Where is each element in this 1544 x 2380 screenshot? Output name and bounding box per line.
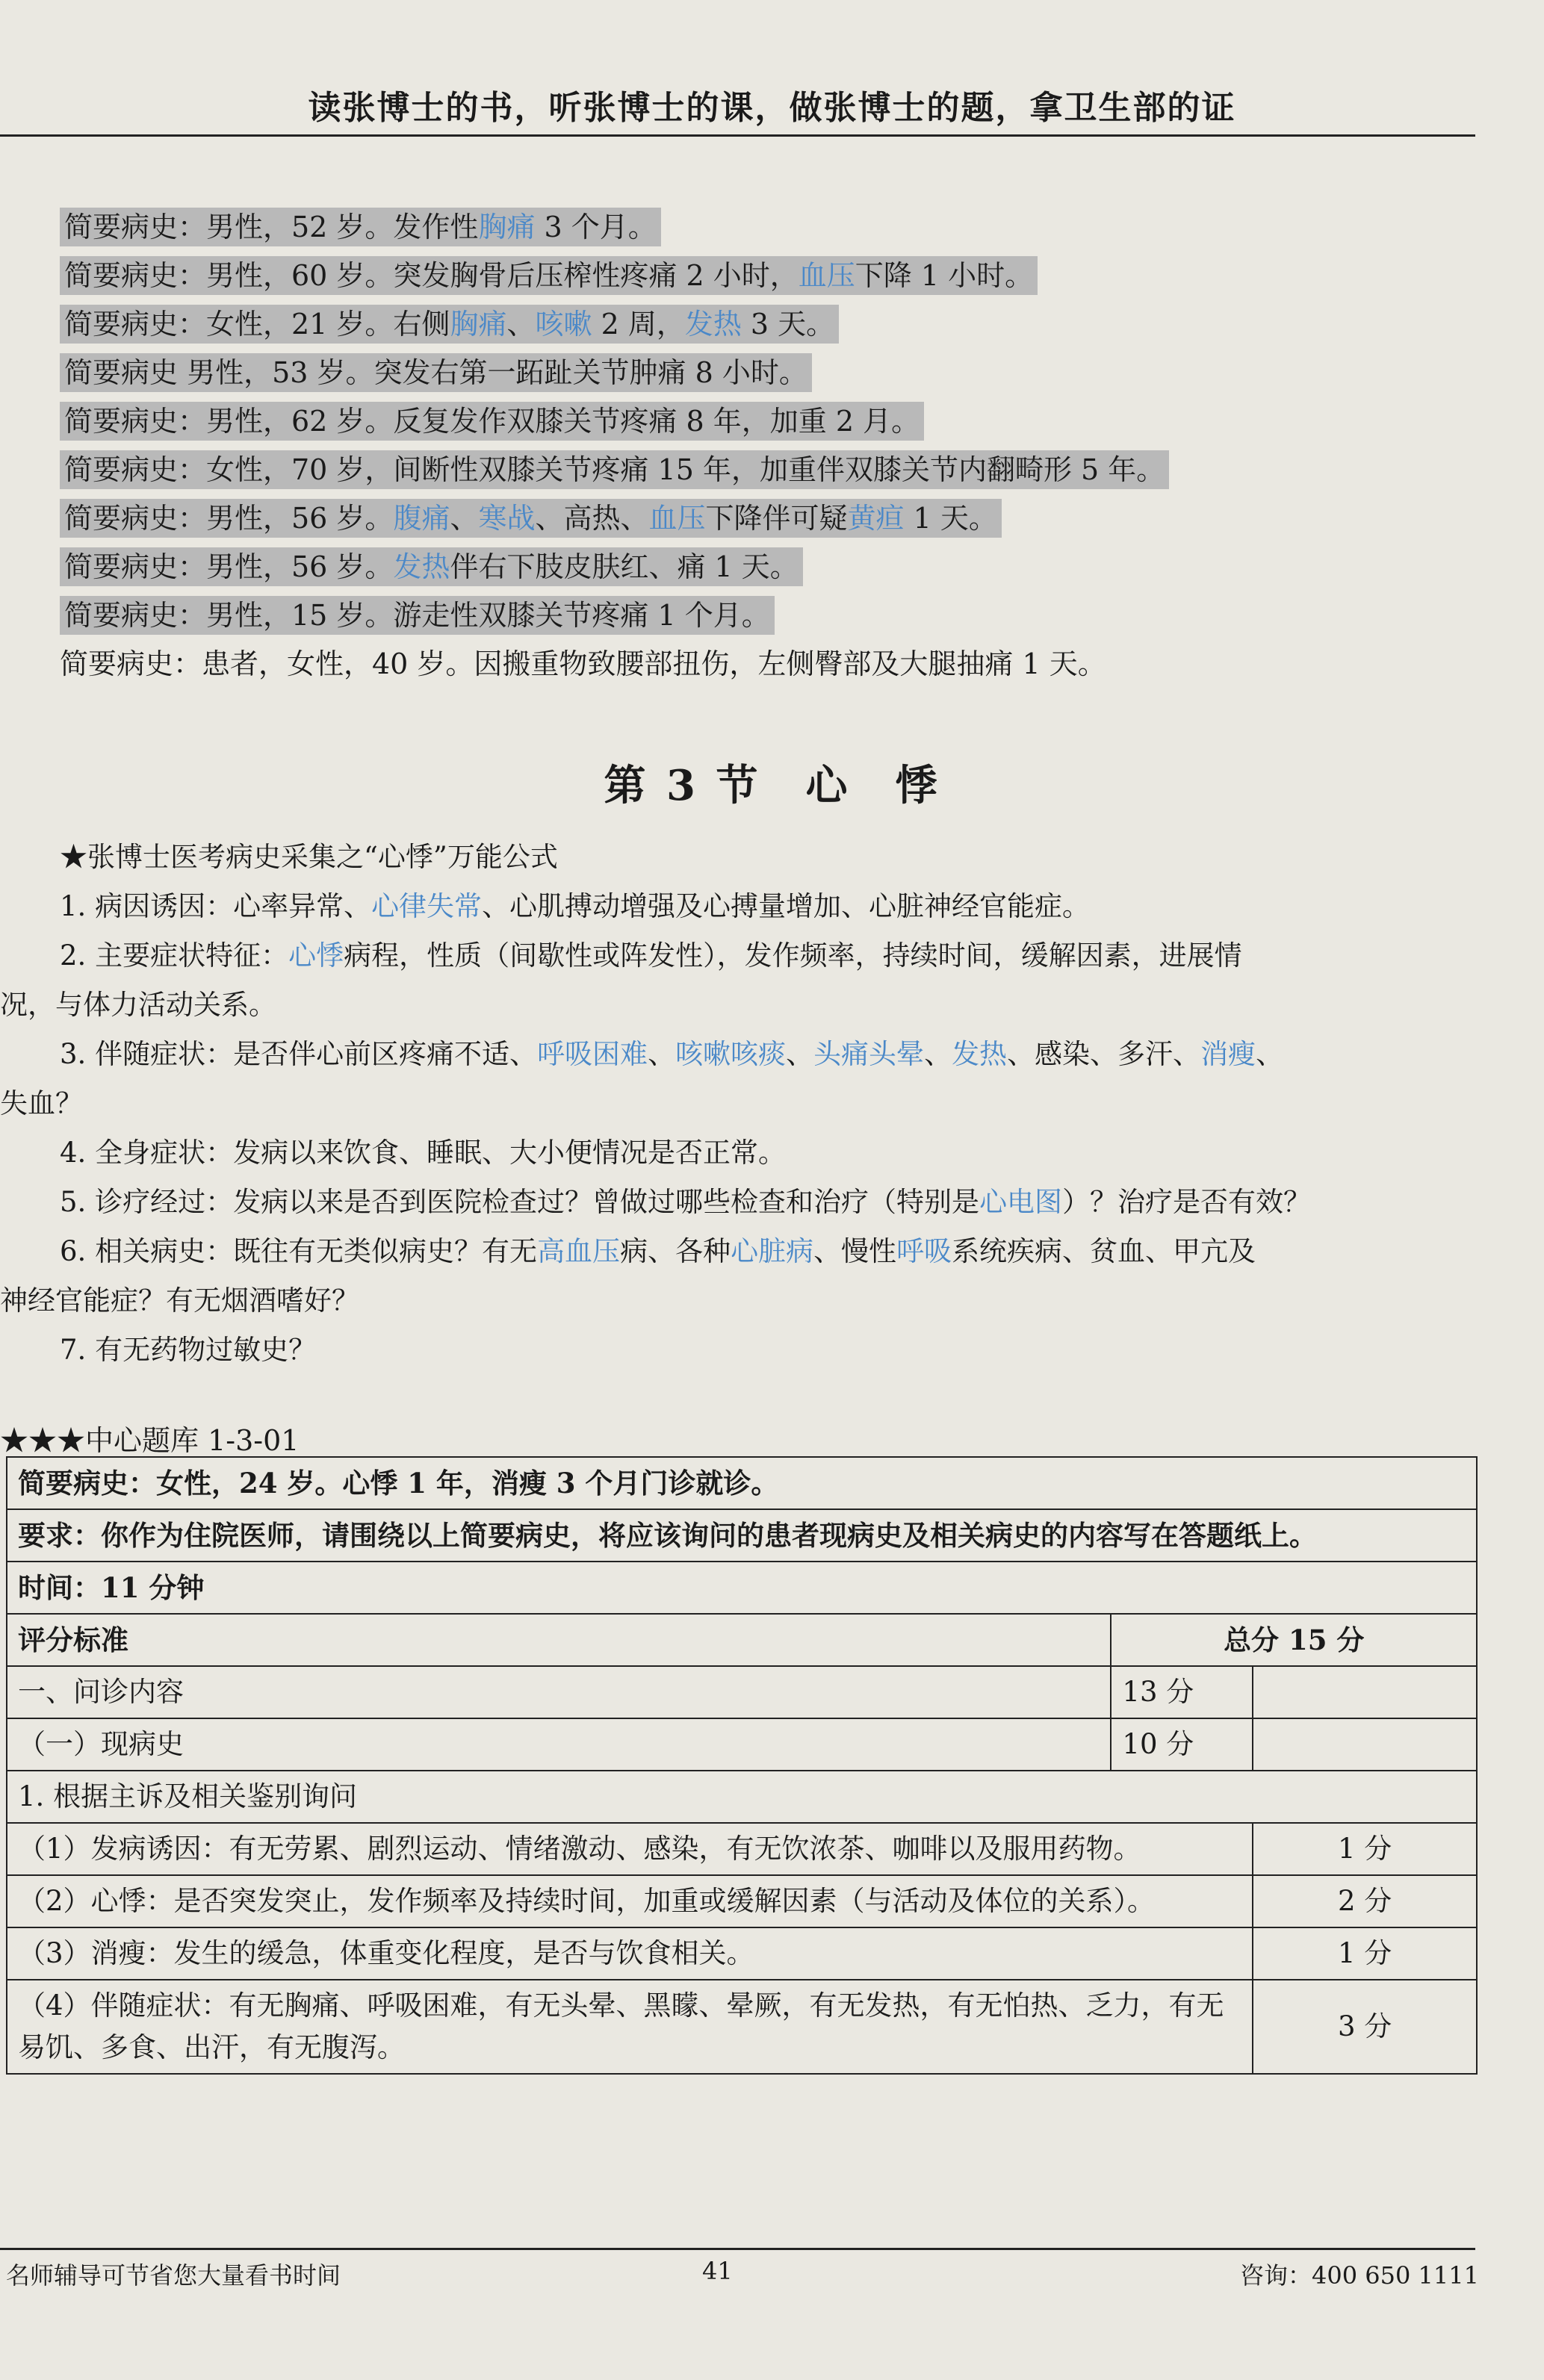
table-row (7, 1718, 1477, 1771)
table-cell: 10 分 (1111, 1718, 1253, 1771)
formula-item-cont: 神经官能症？有无烟酒嗜好？ (0, 1284, 359, 1317)
table-cell: 1. 根据主诉及相关鉴别询问 (7, 1771, 1477, 1823)
history-line: 简要病史：男性，15 岁。游走性双膝关节疼痛 1 个月。 (60, 591, 1479, 640)
table-cell: 评分标准 (7, 1614, 1111, 1666)
table-row (7, 1457, 1477, 1509)
page-number: 41 (702, 2257, 733, 2285)
history-line: 简要病史：女性，70 岁，间断性双膝关节疼痛 15 年，加重伴双膝关节内翻畸形 5 年。 (60, 446, 1479, 494)
history-line: 简要病史：男性，60 岁。突发胸骨后压榨性疼痛 2 小时，血压下降 1 小时。 (60, 252, 1479, 300)
table-cell: 13 分 (1111, 1666, 1253, 1718)
header-divider (0, 134, 1475, 137)
table-row (7, 1666, 1477, 1718)
table-row (7, 1823, 1477, 1875)
table-cell: 时间：11 分钟 (7, 1562, 1477, 1614)
history-line: 简要病史：女性，21 岁。右侧胸痛、咳嗽 2 周，发热 3 天。 (60, 300, 1479, 349)
formula-item: 4. 全身症状：发病以来饮食、睡眠、大小便情况是否正常。 (60, 1137, 787, 1169)
table-cell: （1）发病诱因：有无劳累、剧烈运动、情绪激动、感染，有无饮浓茶、咖啡以及服用药物。 (7, 1823, 1253, 1875)
table-cell: 3 分 (1253, 1980, 1477, 2074)
history-line: 简要病史：男性，62 岁。反复发作双膝关节疼痛 8 年，加重 2 月。 (60, 397, 1479, 446)
formula-block (0, 833, 1494, 1375)
table-cell: 1 分 (1253, 1823, 1477, 1875)
table-row (7, 1562, 1477, 1614)
table-cell (1253, 1666, 1477, 1718)
table-row (7, 1980, 1477, 2074)
history-line: 简要病史：男性，56 岁。发热伴右下肢皮肤红、痛 1 天。 (60, 543, 1479, 591)
question-bank-title: ★★★中心题库 1-3-01 (0, 1424, 300, 1457)
history-line: 简要病史：男性，56 岁。腹痛、寒战、高热、血压下降伴可疑黄疸 1 天。 (60, 494, 1479, 543)
scoring-table (6, 1456, 1478, 2075)
table-cell: （2）心悸：是否突发突止，发作频率及持续时间，加重或缓解因素（与活动及体位的关系）。 (7, 1875, 1253, 1927)
table-row (7, 1509, 1477, 1562)
formula-item-cont: 况，与体力活动关系。 (0, 989, 276, 1021)
footer-slogan: 名师辅导可节省您大量看书时间 (6, 2261, 341, 2290)
formula-heading: ★张博士医考病史采集之“心悸”万能公式 (60, 841, 558, 873)
table-row (7, 1771, 1477, 1823)
history-list (60, 203, 1479, 689)
table-row (7, 1927, 1477, 1980)
table-cell: （4）伴随症状：有无胸痛、呼吸困难，有无头晕、黑矇、晕厥，有无发热，有无怕热、乏力，有无易饥、多食、出汗，有无腹泻。 (7, 1980, 1253, 2074)
table-cell: （一）现病史 (7, 1718, 1111, 1771)
table-row (7, 1614, 1477, 1666)
formula-item: 6. 相关病史：既往有无类似病史？有无高血压病、各种心脏病、慢性呼吸系统疾病、贫血、甲亢及 (60, 1235, 1256, 1267)
formula-item: 3. 伴随症状：是否伴心前区疼痛不适、呼吸困难、咳嗽咳痰、头痛头晕、发热、感染、多汗、消瘦、 (60, 1038, 1284, 1070)
page-header: 读张博士的书，听张博士的课，做张博士的题，拿卫生部的证 (308, 89, 1236, 127)
table-cell: 一、问诊内容 (7, 1666, 1111, 1718)
formula-item: 2. 主要症状特征：心悸病程，性质（间歇性或阵发性），发作频率，持续时间，缓解因素，进展情 (60, 939, 1242, 972)
history-line: 简要病史：男性，52 岁。发作性胸痛 3 个月。 (60, 203, 1479, 252)
table-row (7, 1875, 1477, 1927)
formula-item: 5. 诊疗经过：发病以来是否到医院检查过？曾做过哪些检查和治疗（特别是心电图）？治疗是否有效？ (60, 1186, 1312, 1218)
footer-contact: 咨询：400 650 1111 (1240, 2261, 1479, 2290)
table-cell: 1 分 (1253, 1927, 1477, 1980)
footer-divider (0, 2248, 1475, 2250)
table-cell: （3）消瘦：发生的缓急，体重变化程度，是否与饮食相关。 (7, 1927, 1253, 1980)
table-cell: 总分 15 分 (1111, 1614, 1477, 1666)
formula-item: 7. 有无药物过敏史？ (60, 1334, 317, 1366)
table-cell: 2 分 (1253, 1875, 1477, 1927)
table-cell (1253, 1718, 1477, 1771)
formula-item: 1. 病因诱因：心率异常、心律失常、心肌搏动增强及心搏量增加、心脏神经官能症。 (60, 890, 1091, 922)
history-line: 简要病史：患者，女性，40 岁。因搬重物致腰部扭伤，左侧臀部及大腿抽痛 1 天。 (60, 647, 1106, 680)
table-cell: 要求：你作为住院医师，请围绕以上简要病史，将应该询问的患者现病史及相关病史的内容写在答题纸上。 (7, 1509, 1477, 1562)
formula-item-cont: 失血？ (0, 1087, 83, 1119)
history-line: 简要病史 男性，53 岁。突发右第一跖趾关节肿痛 8 小时。 (60, 349, 1479, 397)
section-title: 第 3 节 心 悸 (604, 761, 940, 810)
table-cell: 简要病史：女性，24 岁。心悸 1 年，消瘦 3 个月门诊就诊。 (7, 1457, 1477, 1509)
